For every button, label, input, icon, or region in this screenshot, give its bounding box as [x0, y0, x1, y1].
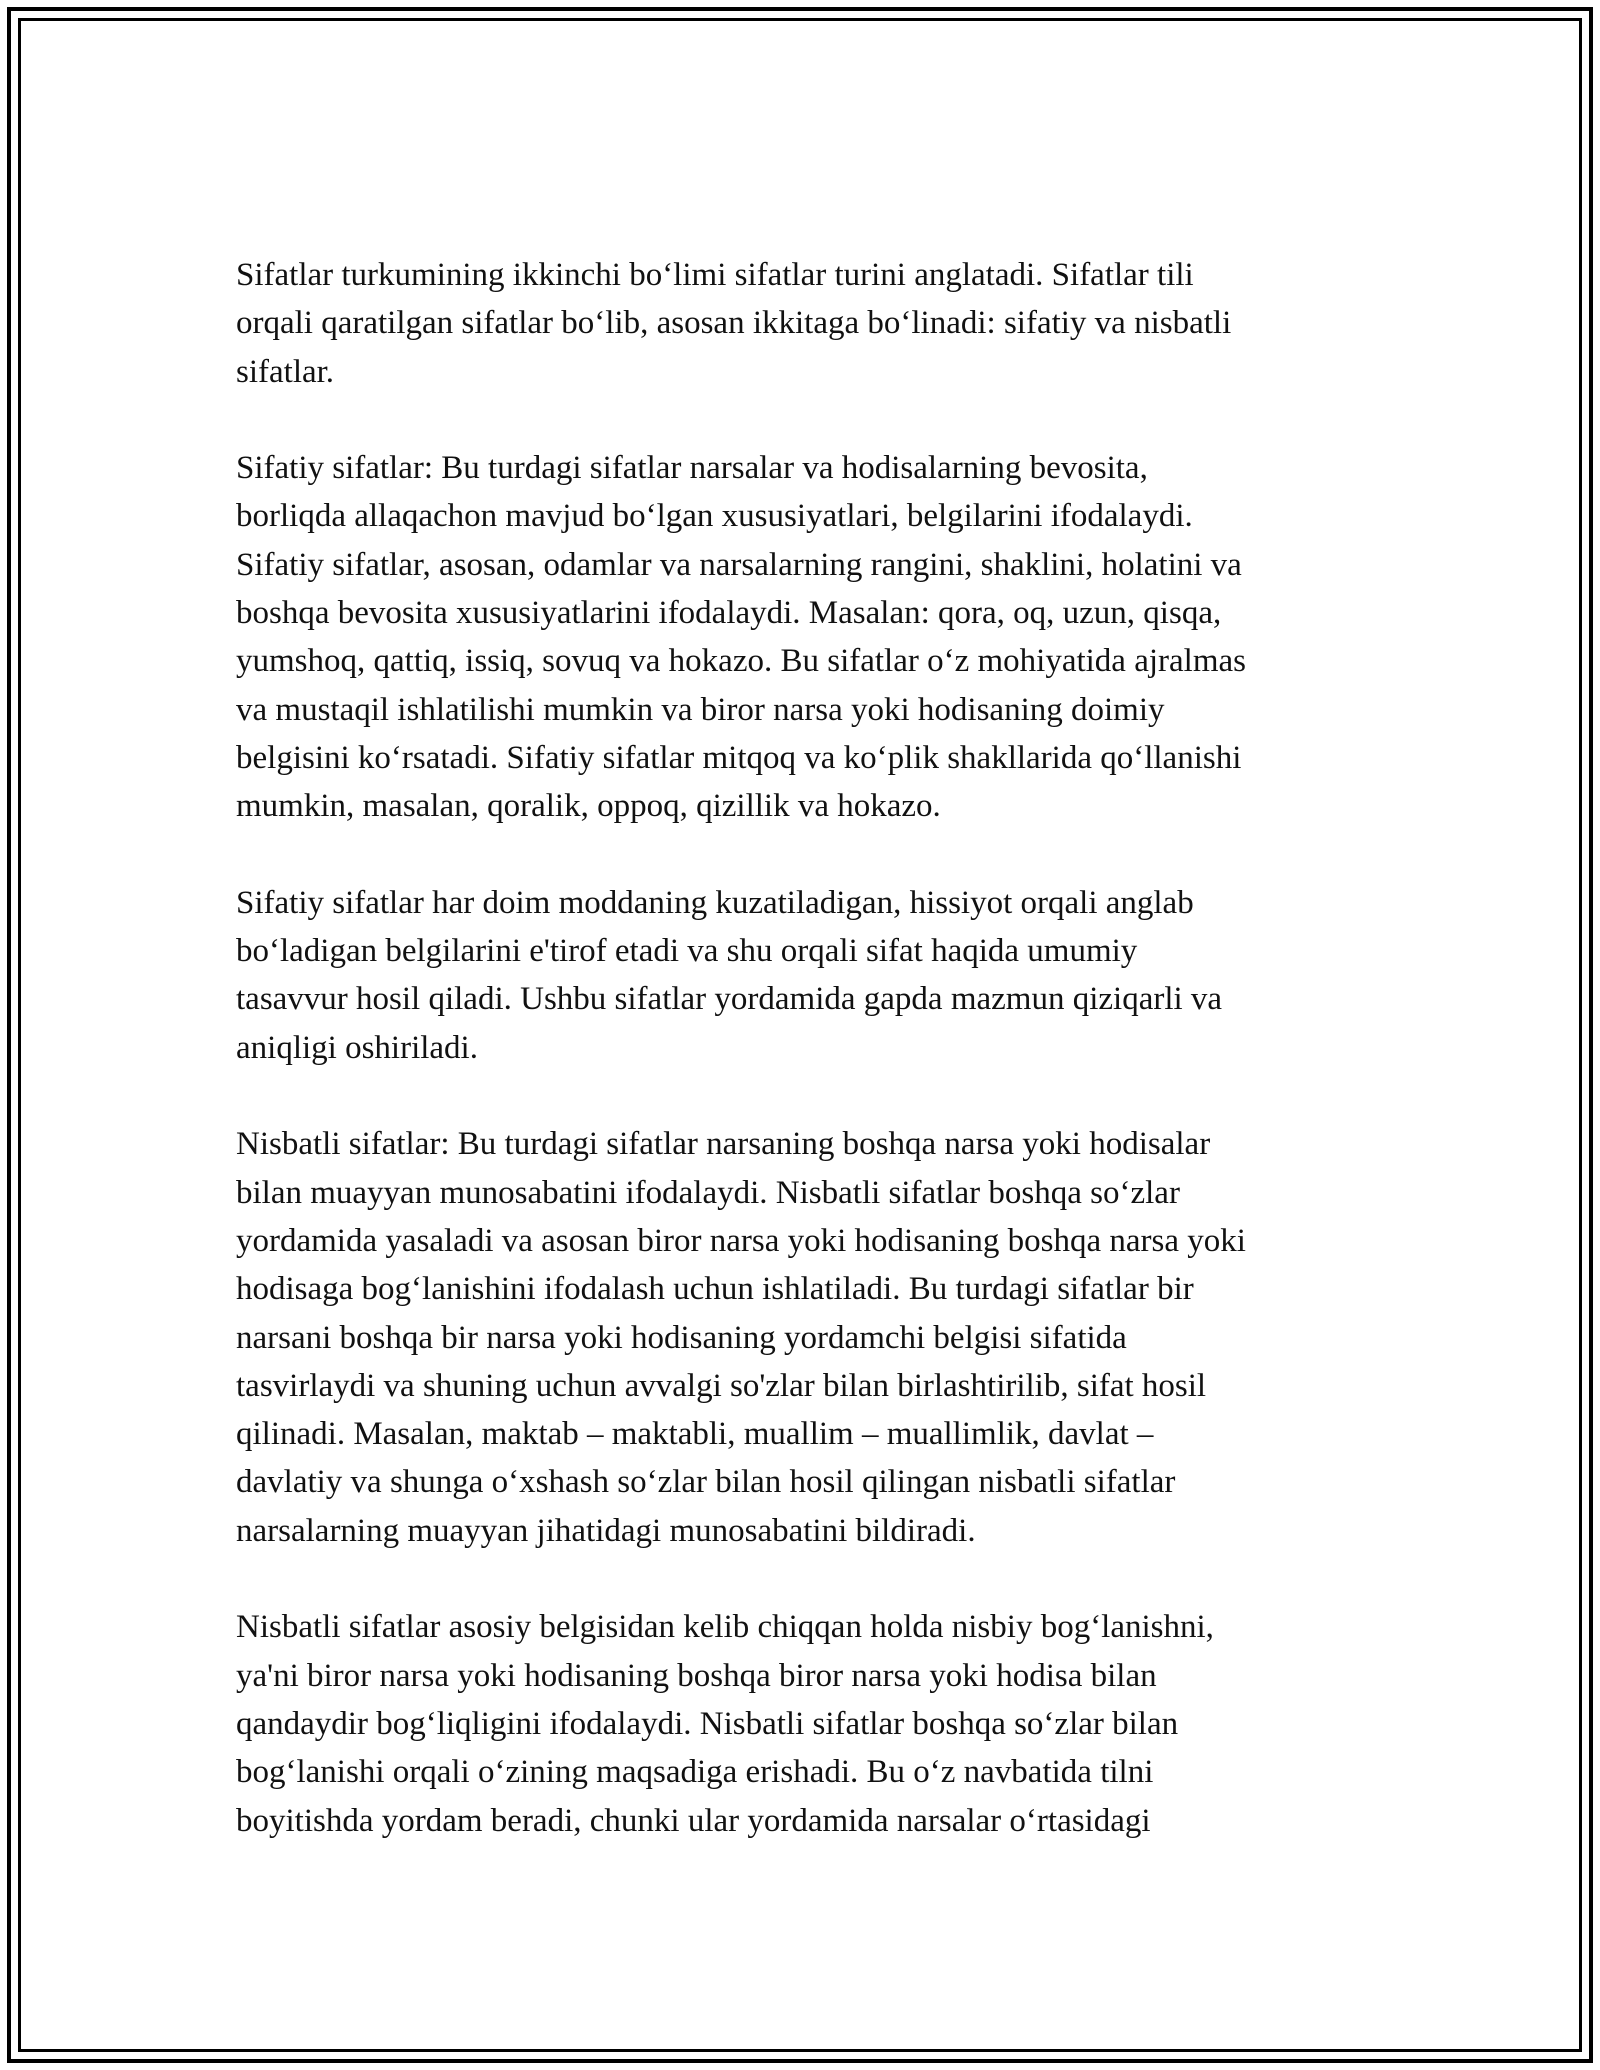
text-line: hodisaga bog‘lanishini ifodalash uchun ishlatiladi. Bu turdagi sifatlar bir	[236, 1271, 1194, 1308]
text-line: aniqligi oshiriladi.	[236, 1029, 478, 1066]
paragraph-nisbatli	[236, 1120, 1366, 1555]
text-line: va mustaqil ishlatilishi mumkin va biror narsa yoki hodisaning doimiy	[236, 691, 1165, 728]
text-line: bo‘ladigan belgilarini e'tirof etadi va shu orqali sifat haqida umumiy	[236, 933, 1138, 970]
text-line: belgisini ko‘rsatadi. Sifatiy sifatlar mitqoq va ko‘plik shakllarida qo‘llanishi	[236, 739, 1242, 776]
text-line: orqali qaratilgan sifatlar bo‘lib, asosan ikkitaga bo‘linadi: sifatiy va nisbatli	[236, 305, 1232, 342]
text-line: davlatiy va shunga o‘xshash so‘zlar bilan hosil qilingan nisbatli sifatlar	[236, 1464, 1176, 1501]
text-line: yumshoq, qattiq, issiq, sovuq va hokazo. Bu sifatlar o‘z mohiyatida ajralmas	[236, 643, 1246, 680]
document-body	[236, 251, 1366, 1893]
text-line: qilinadi. Masalan, maktab – maktabli, muallim – muallimlik, davlat –	[236, 1416, 1154, 1453]
paragraph-intro	[236, 251, 1366, 396]
text-line: ya'ni biror narsa yoki hodisaning boshqa biror narsa yoki hodisa bilan	[236, 1657, 1157, 1694]
text-line: narsalarning muayyan jihatidagi munosabatini bildiradi.	[236, 1512, 976, 1549]
text-line: Sifatiy sifatlar: Bu turdagi sifatlar narsalar va hodisalarning bevosita,	[236, 450, 1148, 487]
text-line: boshqa bevosita xususiyatlarini ifodalaydi. Masalan: qora, oq, uzun, qisqa,	[236, 595, 1222, 632]
text-line: tasavvur hosil qiladi. Ushbu sifatlar yordamida gapda mazmun qiziqarli va	[236, 981, 1223, 1018]
text-line: boyitishda yordam beradi, chunki ular yordamida narsalar o‘rtasidagi	[236, 1802, 1151, 1839]
text-line: qandaydir bog‘liqligini ifodalaydi. Nisbatli sifatlar boshqa so‘zlar bilan	[236, 1705, 1179, 1742]
paragraph-nisbatli-relation	[236, 1603, 1366, 1844]
paragraph-sifatiy-observable	[236, 879, 1366, 1072]
text-line: Sifatiy sifatlar har doim moddaning kuzatiladigan, hissiyot orqali anglab	[236, 884, 1194, 921]
text-line: Nisbatli sifatlar asosiy belgisidan kelib chiqqan holda nisbiy bog‘lanishni,	[236, 1609, 1214, 1646]
text-line: bilan muayyan munosabatini ifodalaydi. Nisbatli sifatlar boshqa so‘zlar	[236, 1174, 1180, 1211]
text-line: bog‘lanishi orqali o‘zining maqsadiga erishadi. Bu o‘z navbatida tilni	[236, 1754, 1154, 1791]
text-line: Sifatlar turkumining ikkinchi bo‘limi sifatlar turini anglatadi. Sifatlar tili	[236, 257, 1194, 293]
text-line: borliqda allaqachon mavjud bo‘lgan xususiyatlari, belgilarini ifodalaydi.	[236, 498, 1193, 535]
text-line: Sifatiy sifatlar, asosan, odamlar va narsalarning rangini, shaklini, holatini va	[236, 546, 1242, 583]
paragraph-sifatiy	[236, 444, 1366, 830]
text-line: mumkin, masalan, qoralik, oppoq, qizillik va hokazo.	[236, 788, 941, 825]
text-line: tasvirlaydi va shuning uchun avvalgi so'zlar bilan birlashtirilib, sifat hosil	[236, 1367, 1207, 1404]
text-line: sifatlar.	[236, 353, 335, 390]
text-line: yordamida yasaladi va asosan biror narsa yoki hodisaning boshqa narsa yoki	[236, 1222, 1246, 1259]
text-line: narsani boshqa bir narsa yoki hodisaning yordamchi belgisi sifatida	[236, 1319, 1127, 1356]
text-line: Nisbatli sifatlar: Bu turdagi sifatlar narsaning boshqa narsa yoki hodisalar	[236, 1126, 1211, 1163]
